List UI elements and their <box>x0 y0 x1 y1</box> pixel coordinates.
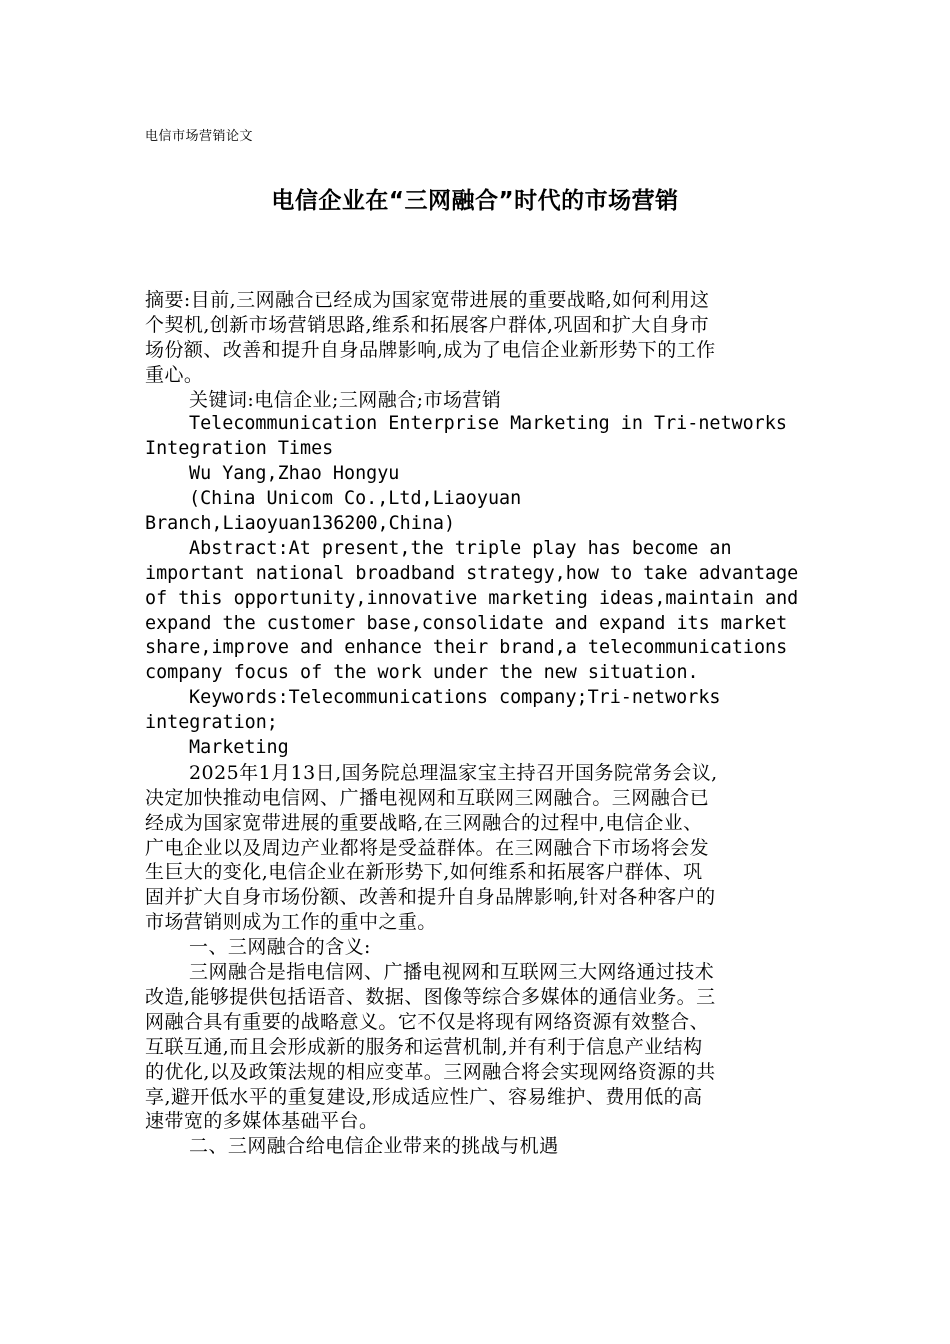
text-line: Abstract:At present,the triple play has become an <box>189 537 732 559</box>
text-line: 的优化,以及政策法规的相应变革。三网融合将会实现网络资源的共 <box>145 1060 716 1083</box>
text-line: 生巨大的变化,电信企业在新形势下,如何维系和拓展客户群体、巩 <box>145 861 703 884</box>
text-line: 享,避开低水平的重复建设,形成适应性广、容易维护、费用低的高 <box>145 1085 703 1108</box>
text-line: important national broadband strategy,how to take advantage <box>145 562 799 584</box>
text-line: 固并扩大自身市场份额、改善和提升自身品牌影响,针对各种客户的 <box>145 886 716 909</box>
text-line: 一、三网融合的含义: <box>189 936 371 959</box>
text-line: 速带宽的多媒体基础平台。 <box>145 1110 379 1133</box>
article-body <box>145 288 810 1159</box>
text-line: 关键词:电信企业;三网融合;市场营销 <box>189 388 502 411</box>
text-line: Marketing <box>189 737 289 759</box>
text-line: 个契机,创新市场营销思路,维系和拓展客户群体,巩固和扩大自身市 <box>145 313 710 336</box>
text-line: 改造,能够提供包括语音、数据、图像等综合多媒体的通信业务。三 <box>145 985 716 1008</box>
text-line: 二、三网融合给电信企业带来的挑战与机遇 <box>189 1135 559 1158</box>
text-line: 网融合具有重要的战略意义。它不仅是将现有网络资源有效整合、 <box>145 1010 710 1033</box>
text-line: Integration Times <box>145 438 334 460</box>
text-line: Telecommunication Enterprise Marketing in Tri-networks <box>189 413 787 435</box>
document-header-label: 电信市场营销论文 <box>145 129 254 144</box>
text-line: integration; <box>145 712 278 734</box>
text-line: 经成为国家宽带进展的重要战略,在三网融合的过程中,电信企业、 <box>145 811 703 834</box>
text-line: 决定加快推动电信网、广播电视网和互联网三网融合。三网融合已 <box>145 786 710 809</box>
text-line: 2025年1月13日,国务院总理温家宝主持召开国务院常务会议, <box>189 761 718 784</box>
article-title: 电信企业在“三网融合”时代的市场营销 <box>271 188 679 214</box>
text-line: (China Unicom Co.,Ltd,Liaoyuan <box>189 488 522 510</box>
text-line: expand the customer base,consolidate and expand its market <box>145 612 788 634</box>
text-line: Wu Yang,Zhao Hongyu <box>189 463 400 485</box>
text-line: of this opportunity,innovative marketing ideas,maintain and <box>145 587 799 609</box>
text-line: 广电企业以及周边产业都将是受益群体。在三网融合下市场将会发 <box>145 836 710 859</box>
text-line: 互联互通,而且会形成新的服务和运营机制,并有利于信息产业结构 <box>145 1035 703 1058</box>
text-line: 三网融合是指电信网、广播电视网和互联网三大网络通过技术 <box>189 961 715 984</box>
text-line: share,improve and enhance their brand,a telecommunications <box>145 637 788 659</box>
text-line: 场份额、改善和提升自身品牌影响,成为了电信企业新形势下的工作 <box>145 338 716 361</box>
text-line: 市场营销则成为工作的重中之重。 <box>145 911 437 934</box>
text-line: Branch,Liaoyuan136200,China) <box>145 513 456 535</box>
text-line: company focus of the work under the new situation. <box>145 662 699 684</box>
text-line: Keywords:Telecommunications company;Tri-networks <box>189 687 721 709</box>
text-line: 重心。 <box>145 363 204 386</box>
text-line: 摘要:目前,三网融合已经成为国家宽带进展的重要战略,如何利用这 <box>145 289 710 311</box>
